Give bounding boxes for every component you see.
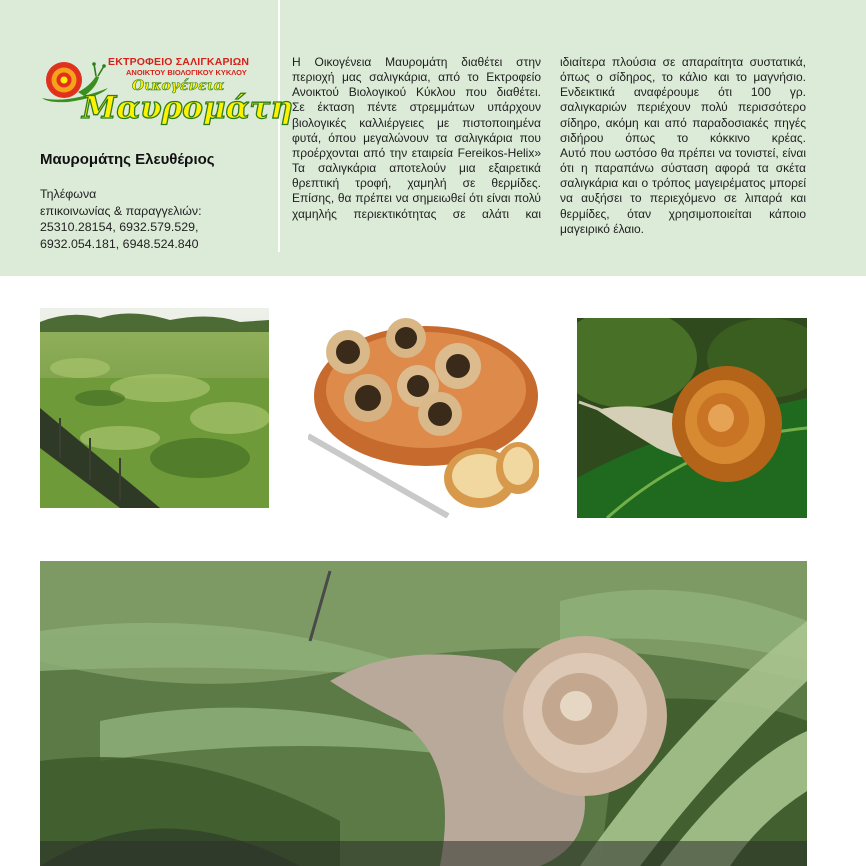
logo-name: Μαυρομάτη: [82, 90, 293, 126]
contact-label-sub: επικοινωνίας & παραγγελιών:: [40, 203, 202, 218]
paragraph: Αυτό που ωστόσο θα πρέπει να τονιστεί, είναι ότι η παραπάνω σύσταση αφορά τα σκέτα σαλιγκάρια και ο τρόπος μαγειρέματος μπορεί να αυξήσει το περιεχόμενο σε λιπαρά και θερμίδες, όταν χρησιμοποιείται κάποιο μαγειρικό έλαιο.: [560, 145, 806, 236]
logo-family: Οικογένεια: [132, 78, 225, 94]
phone-numbers: 6932.054.181, 6948.524.840: [40, 236, 199, 251]
paragraph: Η Οικογένεια Μαυρομάτη διαθέτει στην περιοχή μας σαλιγκάρια, από το Εκτροφείο Ανοικτού Βιολογικού Κύκλου που διαθέτει.: [292, 55, 541, 100]
header-divider: [278, 0, 280, 252]
snail-grass-photo: [40, 561, 807, 866]
contact-label: Τηλέφωνα: [40, 187, 97, 201]
paragraph: Επίσης, θα πρέπει να σημειωθεί ότι είναι πολύ χαμηλής περιεκτικότητας σε αλάτι και: [292, 191, 541, 221]
header-panel: [0, 0, 866, 276]
logo-title: ΕΚΤΡΟΦΕΙΟ ΣΑΛΙΓΚΑΡΙΩΝ: [108, 56, 250, 68]
paragraph: Τα σαλιγκάρια αποτελούν μια εξαιρετικά θρεπτική τροφή, χαμηλή σε θερμίδες.: [292, 161, 541, 191]
farm-field-photo: [40, 308, 269, 508]
paragraph: ιδιαίτερα πλούσια σε απαραίτητα συστατικά, όπως ο σίδηρος, το κάλιο και το μαγνήσιο. Ενδεικτικά αναφέρουμε ότι 100 γρ. σαλιγκαριών περιέχουν πολύ περισσότερο σίδηρο, ακόμη και από παραδοσιακές πηγές σιδήρου όπως το κόκκινο κρέας.: [560, 55, 806, 145]
contact-block: [40, 186, 202, 252]
paragraph: Σε έκταση πέντε στρεμμάτων υπάρχουν βιολογικές καλλιέργειες με πιστοποιημένα φυτά, όπου μεγαλώνουν τα σαλιγκάρια που προέρχονται από την εταιρεία Fereikos-Helix»: [292, 100, 541, 160]
text-column-2: [560, 55, 806, 237]
text-column-1: [292, 55, 541, 222]
snail-leaf-photo: [577, 318, 807, 518]
logo-subtitle: ΑΝΟΙΚΤΟΥ ΒΙΟΛΟΓΙΚΟΥ ΚΥΚΛΟΥ: [126, 68, 247, 77]
phone-numbers: 25310.28154, 6932.579.529,: [40, 220, 199, 234]
owner-name: Μαυρομάτης Ελευθέριος: [40, 151, 215, 168]
company-logo: [38, 54, 293, 130]
escargot-dish-photo: [308, 318, 539, 518]
